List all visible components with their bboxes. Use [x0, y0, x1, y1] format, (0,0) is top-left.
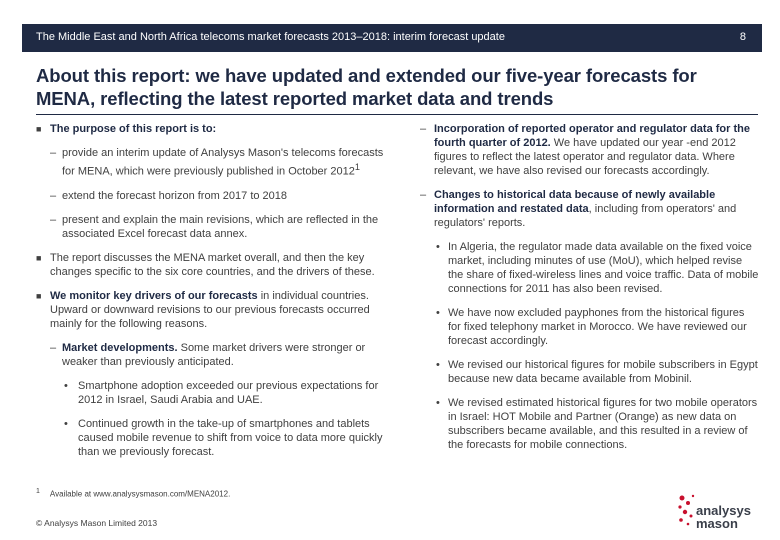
dot-bullet-icon: • [436, 241, 440, 253]
sub-bullet [36, 146, 386, 179]
bullet-text: present and explain the main revisions, which are reflected in the associated Excel forecast data annex. [62, 213, 379, 240]
bullet-text: , including from operators' and regulators' reports. [434, 203, 737, 229]
bullet-text: We have now excluded payphones from the historical figures for fixed telephony market in Morocco. We have reviewed our forecast accordingly. [448, 307, 747, 347]
dash-bullet-icon: – [50, 189, 57, 202]
sub-sub-bullet [420, 240, 760, 296]
bullet-text: in individual countries. Upward or downward revisions to our previous forecasts occurred mainly for the following reasons. [50, 289, 370, 330]
logo-dots-icon [676, 492, 698, 534]
sub-sub-bullet [36, 417, 386, 459]
dash-bullet-icon: – [420, 189, 427, 201]
bullet-text: We revised our historical figures for mobile subscribers in Egypt because new data became available from Mobinil. [448, 359, 758, 385]
left-column [36, 122, 386, 469]
header-bar [22, 24, 762, 52]
footnote-text: Available at www.analysysmason.com/MENA2012. [49, 489, 231, 499]
page-number: 8 [739, 31, 746, 43]
dot-bullet-icon: • [64, 417, 68, 430]
analysys-mason-logo [676, 492, 766, 534]
bullet-text: extend the forecast horizon from 2017 to 2018 [62, 189, 288, 202]
dash-bullet-icon: – [50, 213, 57, 226]
sub-sub-bullet [420, 396, 760, 452]
headline: About this report: we have updated and extended our five-year forecasts for MENA, reflecting the latest reported market data and trends [36, 65, 697, 109]
sub-sub-bullet [420, 306, 760, 348]
bullet-text: provide an interim update of Analysys Mason's telecoms forecasts for MENA, which were previously published in October 2012 [62, 147, 384, 178]
dot-bullet-icon: • [64, 379, 68, 392]
bullet-purpose [36, 122, 386, 136]
sub-sub-bullet [36, 379, 386, 407]
headline-divider [36, 114, 758, 115]
dot-bullet-icon: • [436, 307, 440, 319]
footnote [36, 488, 230, 499]
sub-bullet [420, 188, 760, 230]
bullet-text: Smartphone adoption exceeded our previous expectations for 2012 in Israel, Saudi Arabia and UAE. [78, 379, 379, 406]
bullet-text-strong: Changes to historical data because of newly available information and restated data [434, 189, 716, 215]
bullet-text: We revised estimated historical figures for two mobile operators in Israel: HOT Mobile and Partner (Orange) as new data on subscribers became available, and this resulted in a review of the forecasts for mobile connections. [448, 397, 758, 451]
bullet-text: We have updated our year -end 2012 figures to reflect the latest operator and regulator data. Where relevant, we have also revised our forecasts accordingly. [434, 137, 736, 177]
report-title: The Middle East and North Africa telecoms market forecasts 2013–2018: interim forecast update [36, 31, 505, 43]
logo-line-2: mason [696, 516, 738, 531]
right-column [420, 122, 760, 462]
dot-bullet-icon: • [436, 359, 440, 371]
dash-bullet-icon: – [50, 341, 57, 354]
sub-bullet [36, 213, 386, 241]
dot-bullet-icon: • [436, 397, 440, 409]
logo-wordmark [696, 504, 751, 530]
bullet-text: The report discusses the MENA market overall, and then the key changes specific to the six core countries, and the drivers of these. [50, 251, 375, 278]
bullet-text: Some market drivers were stronger or weaker than previously anticipated. [62, 341, 366, 368]
bullet-text: Continued growth in the take-up of smartphones and tablets caused mobile revenue to shift from voice to data more quickly than we previously forecast. [78, 417, 383, 458]
bullet-text-strong: Incorporation of reported operator and regulator data for the fourth quarter of 2012. [434, 123, 750, 149]
square-bullet-icon: ■ [36, 124, 42, 134]
sub-bullet [36, 189, 386, 203]
square-bullet-icon: ■ [36, 290, 42, 301]
bullet-text-strong: We monitor key drivers of our forecasts [50, 289, 258, 302]
sub-bullet [36, 341, 386, 369]
logo-line-1: analysys [696, 503, 751, 518]
footnote-ref: 1 [354, 162, 360, 172]
dash-bullet-icon: – [50, 147, 57, 159]
copyright: © Analysys Mason Limited 2013 [36, 518, 158, 528]
bullet-text-strong: Market developments. [62, 341, 178, 354]
square-bullet-icon: ■ [36, 252, 42, 263]
dash-bullet-icon: – [420, 123, 427, 135]
sub-sub-bullet [420, 358, 760, 386]
bullet-drivers [36, 289, 386, 331]
bullet-discussion [36, 251, 386, 279]
footnote-marker: 1 [36, 488, 40, 495]
sub-bullet [420, 122, 760, 178]
bullet-text: In Algeria, the regulator made data available on the fixed voice market, including minutes of use (MoU), which helped revise the share of fixed-wireless lines and voice traffic. Data of mobile connections for 2011 has also been revised. [448, 241, 759, 295]
bullet-text: The purpose of this report is to: [50, 123, 217, 135]
